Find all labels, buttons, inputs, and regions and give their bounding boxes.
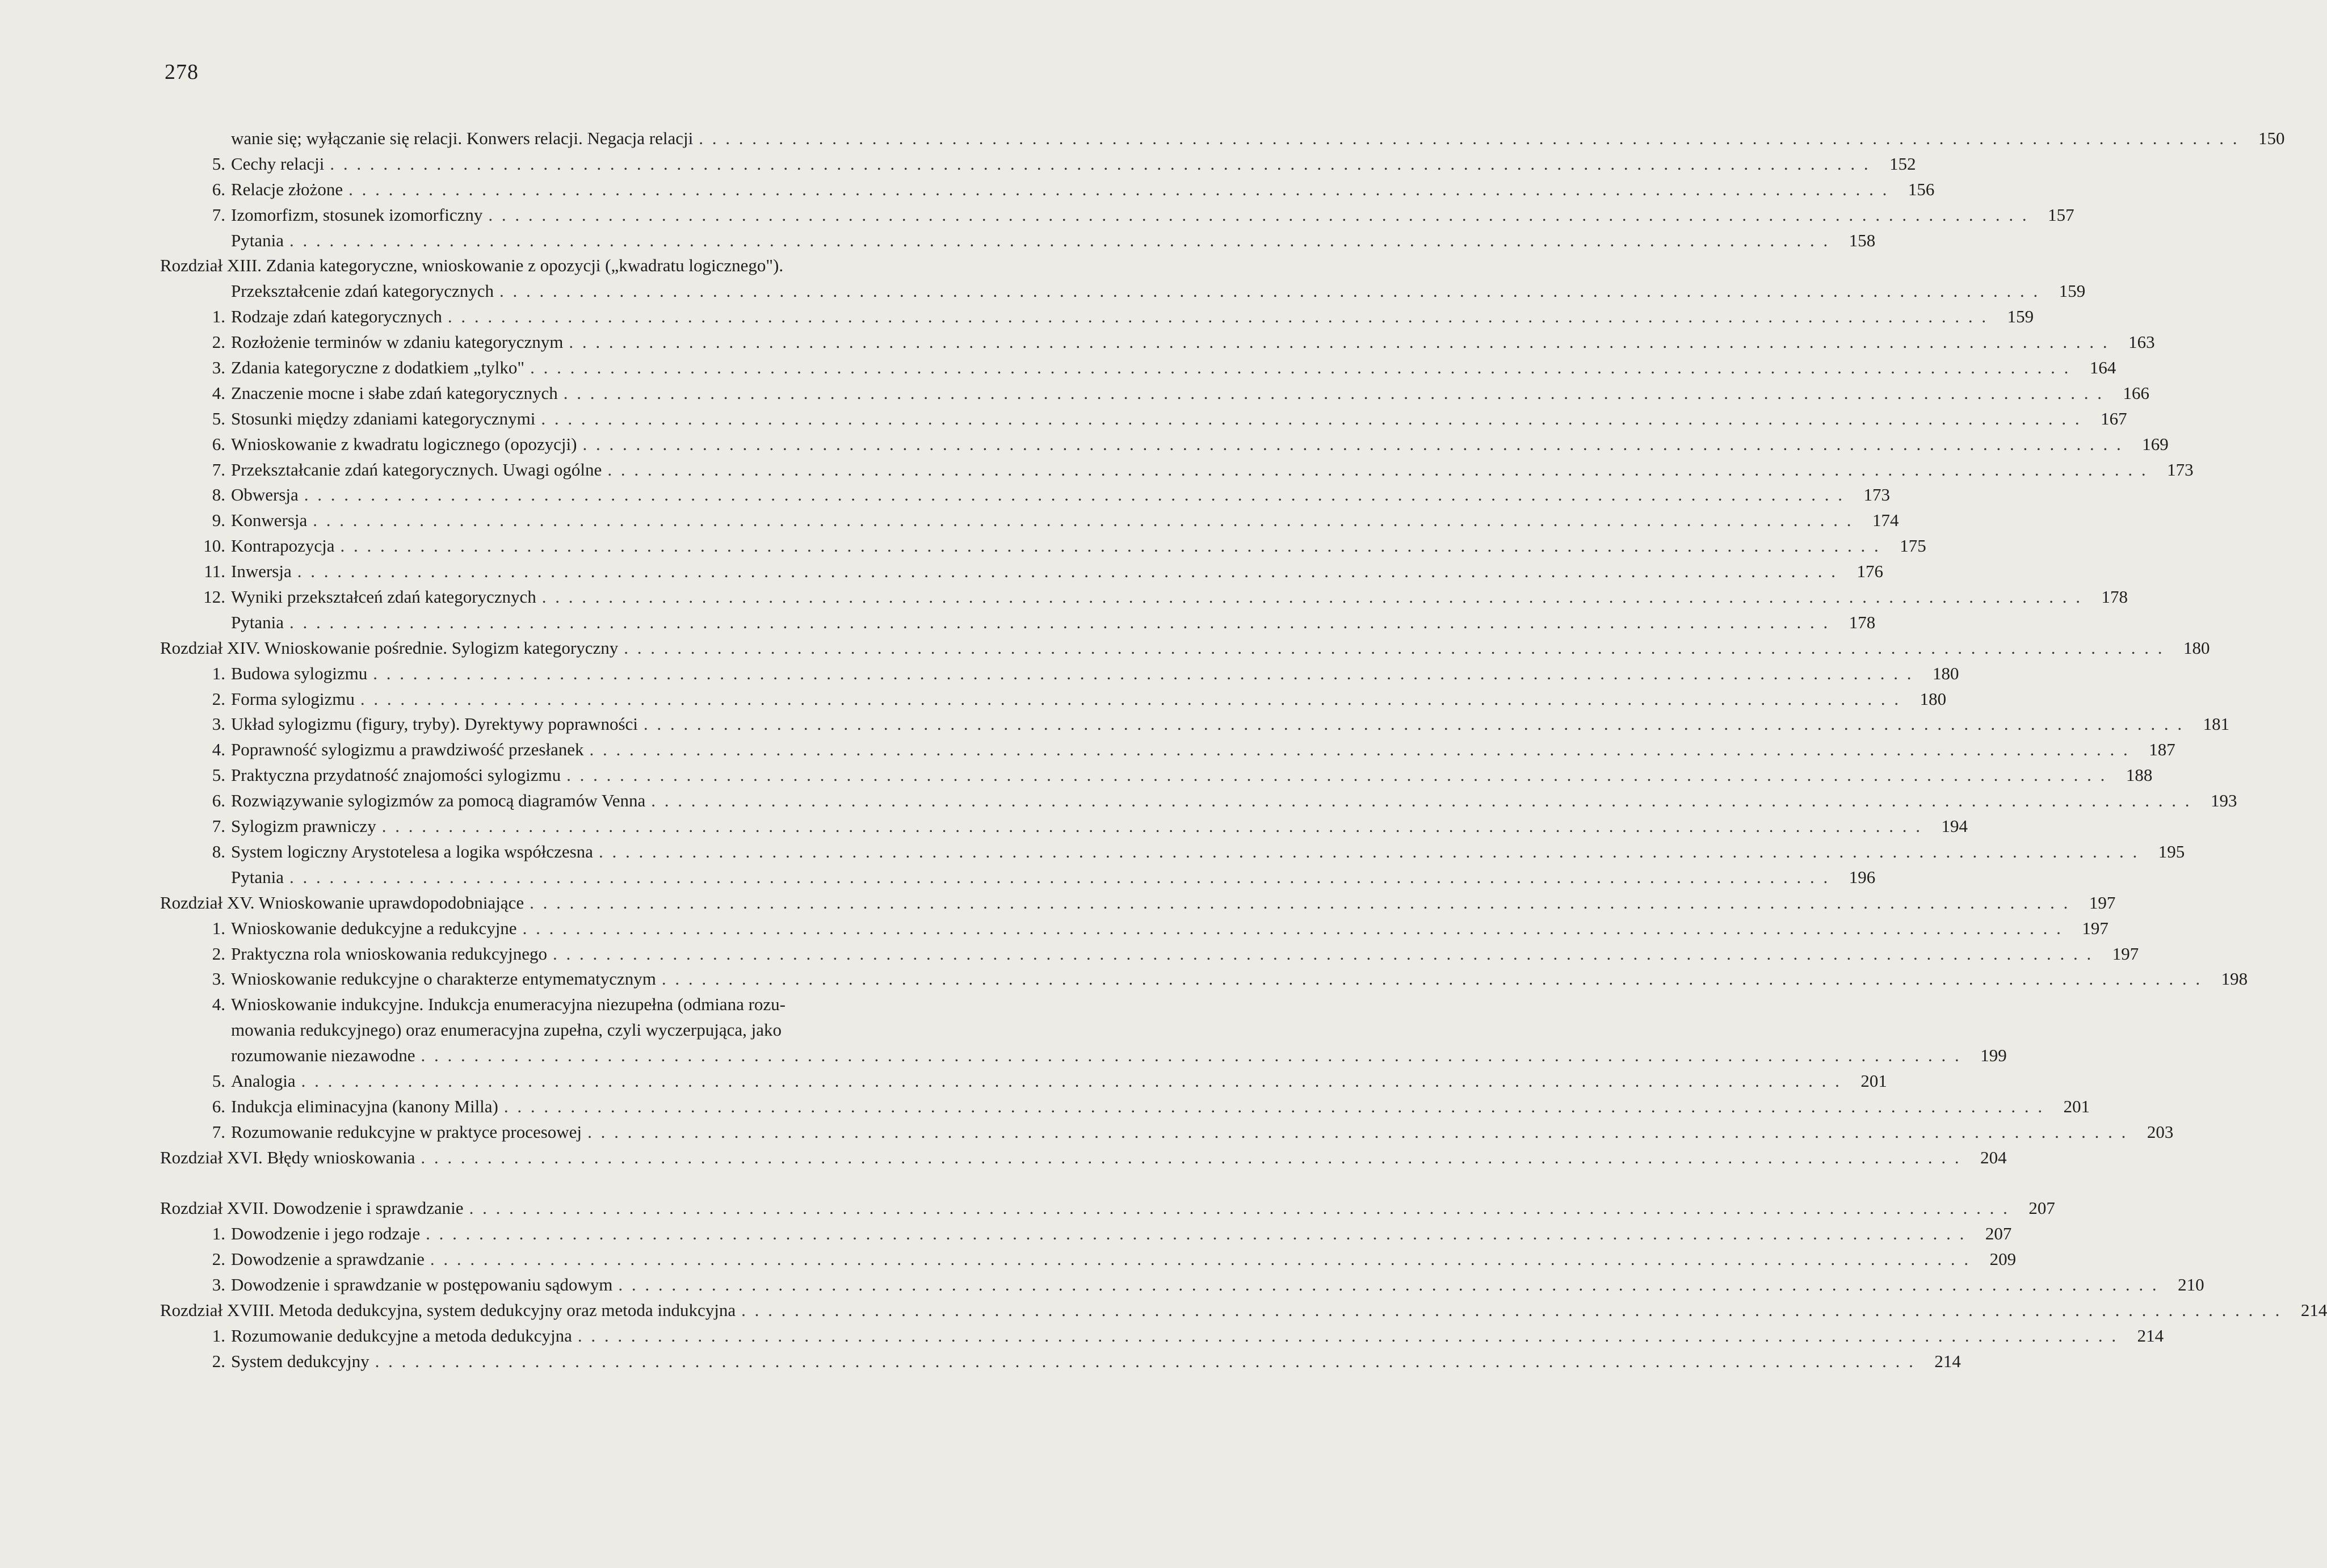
toc-entry-page: 173 (2167, 459, 2194, 480)
toc-entry-title: Rozdział XIV. Wnioskowanie pośrednie. Sylogizm kategoryczny (160, 637, 619, 658)
toc-entry (160, 432, 2169, 457)
toc-entry (160, 177, 1935, 203)
dot-leader (330, 152, 1870, 177)
toc-entry-page: 159 (2007, 306, 2034, 327)
toc-entry-title: Pytania (231, 230, 284, 250)
dot-leader (590, 737, 2130, 763)
toc-entry-title: Przekształcanie zdań kategorycznych. Uwagi ogólne (231, 459, 602, 480)
dot-leader (289, 228, 1830, 254)
toc-entry-page: 203 (2147, 1121, 2174, 1142)
dot-leader (426, 1221, 1966, 1247)
toc-entry (160, 966, 2248, 992)
toc-entry (160, 1120, 2174, 1145)
toc-entry-page: 214 (1934, 1351, 1961, 1371)
toc-entry-title: Forma sylogizmu (231, 688, 355, 709)
toc-entry-title: Praktyczna rola wnioskowania redukcyjnego (231, 943, 547, 964)
toc-entry-title: mowania redukcyjnego) oraz enumeracyjna zupełna, czyli wyczerpująca, jako (231, 1020, 782, 1040)
toc-entry-page: 169 (2142, 434, 2169, 454)
toc-entry-page: 163 (2128, 332, 2155, 352)
toc-entry (160, 152, 1916, 177)
toc-entry-title: Rozumowanie redukcyjne w praktyce procesowej (231, 1121, 582, 1142)
toc-entry-title: rozumowanie niezawodne (231, 1045, 415, 1066)
toc-entry-title: Stosunki między zdaniami kategorycznymi (231, 408, 536, 428)
toc-entry-title: Indukcja eliminacyjna (kanony Milla) (231, 1096, 498, 1116)
toc-entry-title: Konwersja (231, 510, 308, 531)
toc-entry-number: 6. (212, 434, 225, 454)
toc-entry-number: 10. (203, 536, 225, 556)
toc-entry (160, 865, 1876, 890)
toc-entry-title: Dowodzenie i sprawdzanie w postępowaniu sądowym (231, 1275, 613, 1295)
toc-chapter (160, 1145, 2007, 1171)
toc-entry (160, 355, 2116, 381)
dot-leader (360, 687, 1901, 712)
toc-entry-number: 1. (212, 918, 225, 938)
toc-entry-number: 2. (212, 332, 225, 352)
page-number: 278 (165, 60, 199, 84)
toc-entry (160, 304, 2034, 330)
toc-entry (160, 1018, 1006, 1043)
toc-entry-page: 156 (1908, 179, 1935, 199)
toc-entry-title: Praktyczna przydatność znajomości sylogizmu (231, 765, 561, 785)
toc-entry (160, 1272, 2204, 1298)
toc-entry-title: Układ sylogizmu (figury, tryby). Dyrektywy poprawności (231, 714, 638, 734)
toc-entry-page: 174 (1872, 510, 1899, 531)
toc-entry-number: 7. (212, 459, 225, 480)
toc-entry (160, 737, 2175, 763)
toc-entry-number: 4. (212, 382, 225, 403)
dot-leader (469, 1196, 2010, 1221)
toc-entry (160, 406, 2127, 432)
toc-entry-page: 180 (1933, 663, 1959, 683)
dot-leader (289, 865, 1830, 890)
toc-entry-page: 194 (1941, 816, 1968, 836)
toc-entry-number: 3. (212, 1275, 225, 1295)
dot-leader (566, 763, 2107, 788)
toc-entry-title: Dowodzenie i jego rodzaje (231, 1224, 421, 1244)
toc-entry-number: 1. (212, 1325, 225, 1346)
toc-entry-page: 201 (2063, 1096, 2090, 1116)
dot-leader (448, 304, 1988, 330)
toc-entry (160, 203, 2074, 228)
toc-entry-title: Budowa sylogizmu (231, 663, 368, 683)
toc-entry-page: 193 (2211, 791, 2237, 811)
dot-leader (313, 508, 1853, 533)
toc-entry (160, 1247, 2017, 1272)
toc-entry-title: Rozdział XVII. Dowodzenie i sprawdzanie (160, 1198, 464, 1218)
dot-leader (618, 1272, 2158, 1298)
dot-leader (578, 1323, 2118, 1349)
toc-entry-title: Znaczenie mocne i słabe zdań kategorycznych (231, 382, 558, 403)
toc-entry-page: 214 (2137, 1325, 2164, 1346)
dot-leader (504, 1094, 2044, 1120)
toc-entry (160, 1069, 1887, 1094)
toc-entry-page: 181 (2203, 714, 2230, 734)
toc-entry-title: Rozdział XV. Wnioskowanie uprawdopodobniające (160, 892, 524, 913)
dot-leader (624, 636, 2164, 661)
toc-entry-page: 164 (2089, 358, 2116, 378)
toc-entry-number: 5. (212, 408, 225, 428)
toc-entry-number: 5. (212, 1070, 225, 1091)
toc-entry-title: Wyniki przekształceń zdań kategorycznych (231, 587, 536, 607)
toc-entry (160, 1349, 1961, 1374)
toc-entry (160, 330, 2155, 355)
toc-entry-page: 152 (1889, 153, 1916, 174)
toc-entry-page: 214 (2300, 1300, 2327, 1320)
toc-entry-page: 178 (1849, 612, 1876, 632)
toc-entry (160, 381, 2150, 406)
toc-entry-number: 1. (212, 1224, 225, 1244)
dot-leader (523, 916, 2063, 941)
toc-entry-number: 1. (212, 663, 225, 683)
toc-entry-number: 7. (212, 816, 225, 836)
toc-entry-number: 1. (212, 306, 225, 327)
toc-entry-number: 2. (212, 1351, 225, 1371)
toc-entry-title: Wnioskowanie dedukcyjne a redukcyjne (231, 918, 517, 938)
toc-entry-title: Pytania (231, 612, 284, 632)
dot-leader (542, 585, 2082, 610)
toc-entry-number: 3. (212, 358, 225, 378)
toc-entry-page: 209 (1989, 1249, 2017, 1269)
toc-entry-title: Pytania (231, 867, 284, 887)
dot-leader (662, 966, 2202, 992)
toc-entry (160, 941, 2139, 967)
toc-entry (160, 533, 1926, 559)
toc-entry-page: 167 (2101, 408, 2127, 428)
toc-entry-title: Analogia (231, 1070, 296, 1091)
toc-entry-title: Rozdział XVIII. Metoda dedukcyjna, system dedukcyjny oraz metoda indukcyjna (160, 1300, 736, 1320)
toc-entry-page: 210 (2178, 1275, 2204, 1295)
toc-entry-number: 12. (203, 587, 225, 607)
toc-entry-page: 173 (1863, 485, 1891, 505)
dot-leader (553, 941, 2093, 967)
toc-entry-number: 7. (212, 204, 225, 225)
toc-entry (160, 814, 1968, 839)
toc-entry-page: 201 (1860, 1070, 1887, 1091)
dot-leader (499, 279, 2040, 304)
dot-leader (564, 381, 2104, 406)
toc-entry (160, 559, 1883, 585)
toc-chapter (160, 636, 2210, 661)
toc-entry-number: 9. (212, 510, 225, 531)
dot-leader (530, 355, 2070, 381)
dot-leader (530, 890, 2070, 916)
toc-entry (160, 839, 2185, 865)
toc-entry-title: Rozumowanie dedukcyjne a metoda dedukcyjna (231, 1325, 572, 1346)
dot-leader (421, 1145, 1961, 1171)
toc-entry (160, 279, 2086, 304)
toc-entry-title: Rozłożenie terminów w zdaniu kategorycznym (231, 332, 564, 352)
toc-entry-page: 207 (2028, 1198, 2055, 1218)
toc-entry-number: 4. (212, 739, 225, 760)
toc-entry-title: Inwersja (231, 561, 292, 582)
toc-entry (160, 482, 1891, 508)
toc-entry-page: 197 (2112, 943, 2139, 964)
dot-leader (741, 1298, 2282, 1323)
toc-chapter (160, 1196, 2055, 1221)
dot-leader (488, 203, 2028, 228)
toc-entry (160, 610, 1876, 636)
toc-entry (160, 1094, 2090, 1120)
toc-entry (160, 712, 2230, 737)
toc-entry-number: 5. (212, 153, 225, 174)
toc-entry-title: Rozdział XVI. Błędy wnioskowania (160, 1147, 415, 1167)
toc-entry-number: 4. (212, 994, 225, 1015)
toc-entry-title: Obwersja (231, 485, 299, 505)
toc-entry (160, 916, 2108, 941)
toc-entry (160, 687, 1947, 712)
toc-chapter (160, 1298, 2327, 1323)
toc-entry-title: Wnioskowanie indukcyjne. Indukcja enumeracyjna niezupełna (odmiana rozu- (231, 994, 786, 1015)
toc-entry-title: Wnioskowanie z kwadratu logicznego (opozycji) (231, 434, 577, 454)
toc-entry (160, 763, 2153, 788)
toc-entry (160, 661, 1959, 687)
toc-entry-number: 6. (212, 791, 225, 811)
toc-entry-title: Rodzaje zdań kategorycznych (231, 306, 442, 327)
toc-entry-page: 188 (2126, 765, 2153, 785)
toc-entry-number: 6. (212, 1096, 225, 1116)
toc-entry-title: wanie się; wyłączanie się relacji. Konwers relacji. Negacja relacji (231, 128, 694, 148)
toc-entry-page: 207 (1985, 1224, 2012, 1244)
toc-entry-page: 158 (1849, 230, 1876, 250)
toc-entry-page: 157 (2048, 204, 2074, 225)
dot-leader (541, 406, 2081, 432)
table-of-contents (160, 126, 2327, 1374)
dot-leader (644, 712, 2184, 737)
toc-entry-title: Izomorfizm, stosunek izomorficzny (231, 204, 483, 225)
toc-entry (160, 457, 2194, 483)
toc-entry-number: 7. (212, 1121, 225, 1142)
dot-leader (289, 610, 1830, 636)
toc-entry-title: Rozdział XIII. Zdania kategoryczne, wnioskowanie z opozycji („kwadratu logicznego"). (160, 255, 784, 276)
dot-leader (599, 839, 2139, 865)
toc-entry-number: 2. (212, 688, 225, 709)
toc-entry-page: 197 (2082, 918, 2108, 938)
toc-entry-title: Rozwiązywanie sylogizmów za pomocą diagramów Venna (231, 791, 646, 811)
dot-leader (301, 1069, 1842, 1094)
dot-leader (375, 1349, 1916, 1374)
toc-entry-title: Cechy relacji (231, 153, 325, 174)
dot-leader (582, 432, 2123, 457)
toc-entry-number: 6. (212, 179, 225, 199)
toc-entry (160, 1221, 2012, 1247)
dot-leader (340, 533, 1880, 559)
toc-entry-number: 2. (212, 1249, 225, 1269)
toc-entry (160, 228, 1876, 254)
toc-entry-page: 178 (2101, 587, 2128, 607)
toc-entry-title: System dedukcyjny (231, 1351, 369, 1371)
dot-leader (430, 1247, 1971, 1272)
toc-entry-page: 159 (2059, 281, 2086, 301)
dot-leader (587, 1120, 2128, 1145)
toc-entry-number: 2. (212, 943, 225, 964)
dot-leader (297, 559, 1838, 585)
toc-entry-title: Zdania kategoryczne z dodatkiem „tylko" (231, 358, 525, 378)
toc-entry-page: 197 (2089, 892, 2116, 913)
dot-leader (421, 1043, 1961, 1069)
toc-entry-page: 198 (2221, 969, 2248, 989)
toc-entry (160, 1323, 2164, 1349)
toc-entry-title: Przekształcenie zdań kategorycznych (231, 281, 494, 301)
toc-entry-number: 3. (212, 714, 225, 734)
toc-entry-page: 180 (1919, 688, 1947, 709)
toc-entry (160, 585, 2128, 610)
toc-entry-page: 176 (1856, 561, 1883, 582)
dot-leader (569, 330, 2109, 355)
toc-entry-number: 3. (212, 969, 225, 989)
toc-entry-page: 204 (1980, 1147, 2007, 1167)
toc-entry-number: 5. (212, 765, 225, 785)
toc-entry-page: 180 (2183, 637, 2210, 658)
dot-leader (699, 126, 2239, 152)
toc-entry (160, 788, 2237, 814)
toc-entry (160, 126, 2285, 152)
toc-entry-title: Relacje złożone (231, 179, 343, 199)
toc-entry-number: 8. (212, 485, 225, 505)
toc-entry-title: System logiczny Arystotelesa a logika współczesna (231, 841, 593, 861)
toc-entry-title: Poprawność sylogizmu a prawdziwość przesłanek (231, 739, 584, 760)
dot-leader (607, 457, 2148, 483)
toc-entry-number: 11. (204, 561, 225, 582)
toc-entry-number: 8. (212, 841, 225, 861)
toc-entry-page: 196 (1849, 867, 1876, 887)
toc-entry (160, 1043, 2007, 1069)
toc-entry-title: Sylogizm prawniczy (231, 816, 376, 836)
toc-entry-page: 175 (1900, 536, 1926, 556)
toc-entry-page: 166 (2123, 382, 2150, 403)
toc-entry-page: 199 (1980, 1045, 2007, 1066)
dot-leader (651, 788, 2191, 814)
toc-entry-title: Kontrapozycja (231, 536, 335, 556)
toc-entry (160, 508, 1899, 533)
dot-leader (373, 661, 1913, 687)
dot-leader (348, 177, 1889, 203)
toc-entry-page: 195 (2158, 841, 2185, 861)
toc-entry-title: Wnioskowanie redukcyjne o charakterze entymematycznym (231, 969, 656, 989)
toc-entry-title: Dowodzenie a sprawdzanie (231, 1249, 425, 1269)
toc-entry-page: 187 (2149, 739, 2175, 760)
dot-leader (304, 482, 1845, 508)
toc-entry-page: 150 (2258, 128, 2285, 148)
dot-leader (382, 814, 1922, 839)
toc-entry (160, 992, 1006, 1018)
toc-chapter (160, 890, 2116, 916)
toc-chapter (160, 253, 1006, 279)
